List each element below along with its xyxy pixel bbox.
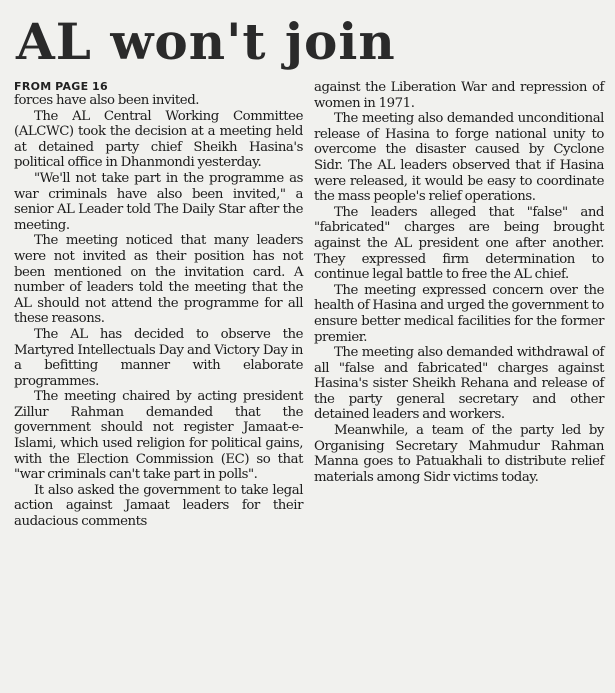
paragraph: The meeting also demanded withdrawal of all "false and fabricated" charges against Hasina's sister Sheikh Rehana and release of the party general secretary and other detained leaders and workers. <box>314 345 604 423</box>
paragraph: The meeting also demanded unconditional release of Hasina to forge national unity to overcome the disaster caused by Cyclone Sidr. The AL leaders observed that if Hasina were released, it would be easy to coordinate the mass people's relief operations. <box>314 111 604 205</box>
left-column <box>14 80 303 530</box>
paragraph: Meanwhile, a team of the party led by Organising Secretary Mahmudur Rahman Manna goes to Patuakhali to distribute relief materials among Sidr victims today. <box>314 423 604 485</box>
paragraph: The leaders alleged that "false" and "fabricated" charges are being brought against the AL president one after another. They expressed firm determination to continue legal battle to free the AL chief. <box>314 204 604 283</box>
paragraph: The AL Central Working Committee (ALCWC) took the decision at a meeting held at detained party chief Sheikh Hasina's political office in Dhanmondi yesterday. <box>14 108 303 171</box>
headline: AL won't join <box>16 12 396 71</box>
paragraph: The meeting noticed that many leaders were not invited as their position has not been mentioned on the invitation card. A number of leaders told the meeting that the AL should not attend the programme for all these reasons. <box>14 233 303 327</box>
article-body <box>14 80 604 530</box>
paragraph: It also asked the government to take legal action against Jamaat leaders for their audacious comments <box>14 482 303 530</box>
continuation-kicker: FROM PAGE 16 <box>14 80 108 93</box>
paragraph: The meeting expressed concern over the health of Hasina and urged the government to ensure better medical facilities for the former premier. <box>314 282 604 345</box>
paragraph: "We'll not take part in the programme as war criminals have also been invited," a senior AL Leader told The Daily Star after the meeting. <box>14 170 303 233</box>
paragraph: The meeting chaired by acting president Zillur Rahman demanded that the government should not register Jamaat-e-Islami, which used religion for political gains, with the Election Commission (EC) so that "war criminals can't take part in polls". <box>14 389 303 483</box>
paragraph: forces have also been invited. <box>14 93 200 108</box>
right-column <box>314 80 604 530</box>
paragraph: The AL has decided to observe the Martyred Intellectuals Day and Victory Day in a befitting manner with elaborate programmes. <box>14 326 303 389</box>
paragraph: against the Liberation War and repression of women in 1971. <box>314 80 604 111</box>
